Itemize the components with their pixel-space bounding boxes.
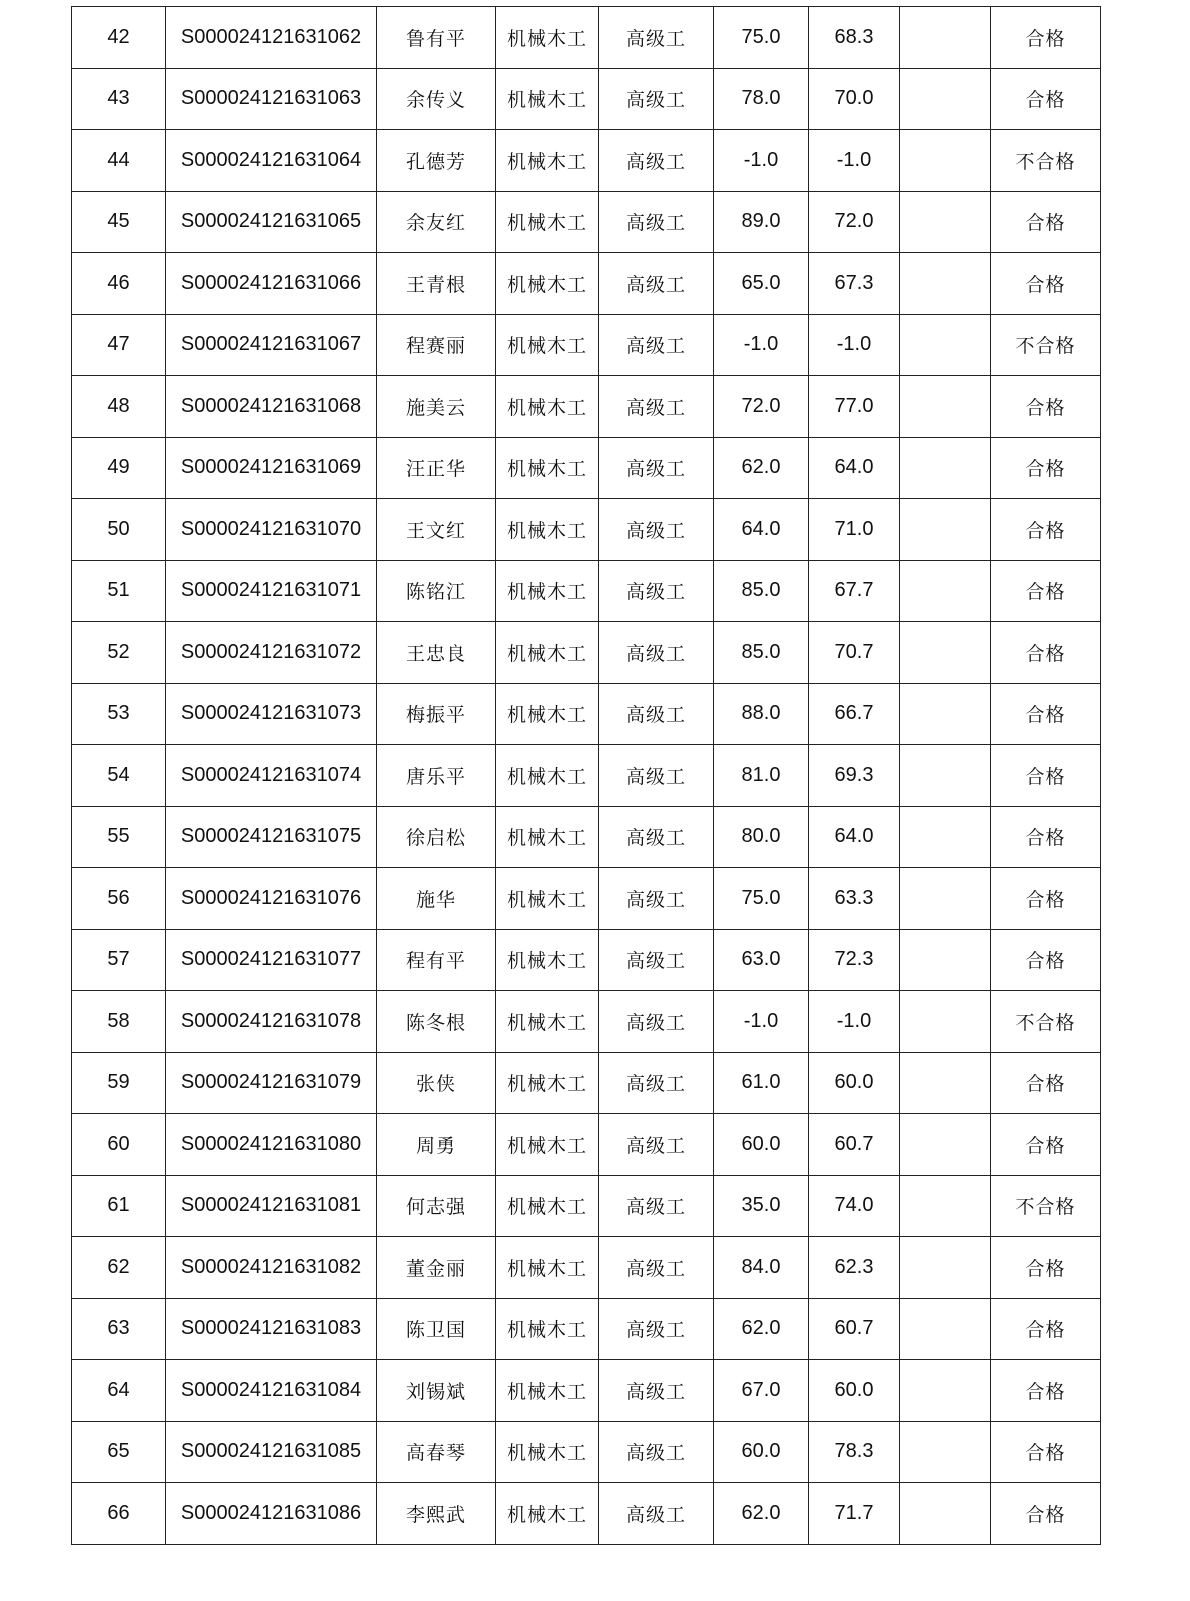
cert-number-cell: S000024121631078 xyxy=(166,991,377,1053)
remark-cell xyxy=(900,745,991,807)
result-cell: 不合格 xyxy=(991,130,1101,192)
level-cell: 高级工 xyxy=(599,7,714,69)
level-cell: 高级工 xyxy=(599,191,714,253)
level-cell: 高级工 xyxy=(599,1298,714,1360)
skill-score-cell: 71.0 xyxy=(809,499,900,561)
theory-score-cell: -1.0 xyxy=(714,130,809,192)
name-cell: 施华 xyxy=(377,868,496,930)
level-cell: 高级工 xyxy=(599,622,714,684)
theory-score-cell: 85.0 xyxy=(714,560,809,622)
level-cell: 高级工 xyxy=(599,376,714,438)
seq-cell: 65 xyxy=(72,1421,166,1483)
cert-number-cell: S000024121631068 xyxy=(166,376,377,438)
skill-score-cell: 66.7 xyxy=(809,683,900,745)
skill-score-cell: -1.0 xyxy=(809,130,900,192)
trade-cell: 机械木工 xyxy=(496,1298,599,1360)
level-cell: 高级工 xyxy=(599,560,714,622)
name-cell: 陈铭江 xyxy=(377,560,496,622)
level-cell: 高级工 xyxy=(599,1360,714,1422)
seq-cell: 52 xyxy=(72,622,166,684)
trade-cell: 机械木工 xyxy=(496,868,599,930)
remark-cell xyxy=(900,1237,991,1299)
remark-cell xyxy=(900,1175,991,1237)
seq-cell: 47 xyxy=(72,314,166,376)
table-row xyxy=(72,68,1101,130)
name-cell: 张侠 xyxy=(377,1052,496,1114)
cert-number-cell: S000024121631063 xyxy=(166,68,377,130)
seq-cell: 64 xyxy=(72,1360,166,1422)
table-row xyxy=(72,1298,1101,1360)
result-cell: 合格 xyxy=(991,806,1101,868)
theory-score-cell: 63.0 xyxy=(714,929,809,991)
trade-cell: 机械木工 xyxy=(496,1114,599,1176)
name-cell: 董金丽 xyxy=(377,1237,496,1299)
theory-score-cell: 35.0 xyxy=(714,1175,809,1237)
seq-cell: 42 xyxy=(72,7,166,69)
name-cell: 陈卫国 xyxy=(377,1298,496,1360)
skill-score-cell: 67.7 xyxy=(809,560,900,622)
level-cell: 高级工 xyxy=(599,1175,714,1237)
skill-score-cell: 64.0 xyxy=(809,437,900,499)
cert-number-cell: S000024121631066 xyxy=(166,253,377,315)
trade-cell: 机械木工 xyxy=(496,683,599,745)
result-cell: 合格 xyxy=(991,1483,1101,1545)
skill-score-cell: 69.3 xyxy=(809,745,900,807)
skill-score-cell: 72.0 xyxy=(809,191,900,253)
skill-score-cell: 77.0 xyxy=(809,376,900,438)
cert-number-cell: S000024121631077 xyxy=(166,929,377,991)
name-cell: 程赛丽 xyxy=(377,314,496,376)
seq-cell: 56 xyxy=(72,868,166,930)
cert-number-cell: S000024121631074 xyxy=(166,745,377,807)
results-table xyxy=(71,6,1101,1545)
skill-score-cell: 70.0 xyxy=(809,68,900,130)
theory-score-cell: 81.0 xyxy=(714,745,809,807)
remark-cell xyxy=(900,1360,991,1422)
theory-score-cell: 65.0 xyxy=(714,253,809,315)
trade-cell: 机械木工 xyxy=(496,1052,599,1114)
level-cell: 高级工 xyxy=(599,929,714,991)
seq-cell: 44 xyxy=(72,130,166,192)
level-cell: 高级工 xyxy=(599,683,714,745)
name-cell: 施美云 xyxy=(377,376,496,438)
trade-cell: 机械木工 xyxy=(496,929,599,991)
trade-cell: 机械木工 xyxy=(496,1483,599,1545)
theory-score-cell: 72.0 xyxy=(714,376,809,438)
remark-cell xyxy=(900,1298,991,1360)
level-cell: 高级工 xyxy=(599,1483,714,1545)
remark-cell xyxy=(900,191,991,253)
theory-score-cell: 84.0 xyxy=(714,1237,809,1299)
results-table-body xyxy=(72,7,1101,1545)
name-cell: 鲁有平 xyxy=(377,7,496,69)
table-row xyxy=(72,437,1101,499)
seq-cell: 43 xyxy=(72,68,166,130)
table-row xyxy=(72,1421,1101,1483)
trade-cell: 机械木工 xyxy=(496,7,599,69)
skill-score-cell: 74.0 xyxy=(809,1175,900,1237)
table-row xyxy=(72,1483,1101,1545)
cert-number-cell: S000024121631086 xyxy=(166,1483,377,1545)
seq-cell: 55 xyxy=(72,806,166,868)
trade-cell: 机械木工 xyxy=(496,437,599,499)
theory-score-cell: 62.0 xyxy=(714,1298,809,1360)
name-cell: 汪正华 xyxy=(377,437,496,499)
result-cell: 合格 xyxy=(991,1237,1101,1299)
skill-score-cell: 78.3 xyxy=(809,1421,900,1483)
table-row xyxy=(72,991,1101,1053)
seq-cell: 66 xyxy=(72,1483,166,1545)
level-cell: 高级工 xyxy=(599,499,714,561)
seq-cell: 50 xyxy=(72,499,166,561)
skill-score-cell: 60.7 xyxy=(809,1114,900,1176)
name-cell: 王文红 xyxy=(377,499,496,561)
trade-cell: 机械木工 xyxy=(496,253,599,315)
result-cell: 合格 xyxy=(991,1052,1101,1114)
table-row xyxy=(72,868,1101,930)
cert-number-cell: S000024121631067 xyxy=(166,314,377,376)
trade-cell: 机械木工 xyxy=(496,1175,599,1237)
level-cell: 高级工 xyxy=(599,745,714,807)
theory-score-cell: 89.0 xyxy=(714,191,809,253)
level-cell: 高级工 xyxy=(599,1421,714,1483)
name-cell: 程有平 xyxy=(377,929,496,991)
name-cell: 李熙武 xyxy=(377,1483,496,1545)
table-row xyxy=(72,7,1101,69)
theory-score-cell: -1.0 xyxy=(714,991,809,1053)
seq-cell: 49 xyxy=(72,437,166,499)
table-row xyxy=(72,683,1101,745)
theory-score-cell: 78.0 xyxy=(714,68,809,130)
skill-score-cell: 60.0 xyxy=(809,1360,900,1422)
cert-number-cell: S000024121631076 xyxy=(166,868,377,930)
remark-cell xyxy=(900,1421,991,1483)
remark-cell xyxy=(900,929,991,991)
table-row xyxy=(72,130,1101,192)
remark-cell xyxy=(900,560,991,622)
trade-cell: 机械木工 xyxy=(496,1360,599,1422)
trade-cell: 机械木工 xyxy=(496,499,599,561)
seq-cell: 63 xyxy=(72,1298,166,1360)
cert-number-cell: S000024121631065 xyxy=(166,191,377,253)
remark-cell xyxy=(900,1052,991,1114)
result-cell: 合格 xyxy=(991,437,1101,499)
name-cell: 何志强 xyxy=(377,1175,496,1237)
name-cell: 唐乐平 xyxy=(377,745,496,807)
result-cell: 合格 xyxy=(991,191,1101,253)
table-row xyxy=(72,745,1101,807)
skill-score-cell: 63.3 xyxy=(809,868,900,930)
skill-score-cell: 72.3 xyxy=(809,929,900,991)
result-cell: 合格 xyxy=(991,560,1101,622)
seq-cell: 60 xyxy=(72,1114,166,1176)
remark-cell xyxy=(900,991,991,1053)
theory-score-cell: 75.0 xyxy=(714,7,809,69)
skill-score-cell: -1.0 xyxy=(809,314,900,376)
remark-cell xyxy=(900,868,991,930)
theory-score-cell: -1.0 xyxy=(714,314,809,376)
table-row xyxy=(72,1052,1101,1114)
seq-cell: 54 xyxy=(72,745,166,807)
seq-cell: 58 xyxy=(72,991,166,1053)
theory-score-cell: 67.0 xyxy=(714,1360,809,1422)
trade-cell: 机械木工 xyxy=(496,622,599,684)
theory-score-cell: 62.0 xyxy=(714,437,809,499)
table-row xyxy=(72,191,1101,253)
level-cell: 高级工 xyxy=(599,1052,714,1114)
remark-cell xyxy=(900,130,991,192)
level-cell: 高级工 xyxy=(599,314,714,376)
name-cell: 高春琴 xyxy=(377,1421,496,1483)
table-row xyxy=(72,314,1101,376)
remark-cell xyxy=(900,437,991,499)
cert-number-cell: S000024121631085 xyxy=(166,1421,377,1483)
skill-score-cell: 68.3 xyxy=(809,7,900,69)
seq-cell: 57 xyxy=(72,929,166,991)
cert-number-cell: S000024121631069 xyxy=(166,437,377,499)
level-cell: 高级工 xyxy=(599,806,714,868)
remark-cell xyxy=(900,68,991,130)
seq-cell: 59 xyxy=(72,1052,166,1114)
cert-number-cell: S000024121631072 xyxy=(166,622,377,684)
cert-number-cell: S000024121631071 xyxy=(166,560,377,622)
cert-number-cell: S000024121631080 xyxy=(166,1114,377,1176)
remark-cell xyxy=(900,376,991,438)
level-cell: 高级工 xyxy=(599,1237,714,1299)
remark-cell xyxy=(900,683,991,745)
remark-cell xyxy=(900,1483,991,1545)
name-cell: 孔德芳 xyxy=(377,130,496,192)
table-row xyxy=(72,1175,1101,1237)
level-cell: 高级工 xyxy=(599,68,714,130)
seq-cell: 45 xyxy=(72,191,166,253)
result-cell: 合格 xyxy=(991,376,1101,438)
name-cell: 梅振平 xyxy=(377,683,496,745)
name-cell: 王青根 xyxy=(377,253,496,315)
cert-number-cell: S000024121631075 xyxy=(166,806,377,868)
trade-cell: 机械木工 xyxy=(496,130,599,192)
level-cell: 高级工 xyxy=(599,991,714,1053)
result-cell: 合格 xyxy=(991,499,1101,561)
result-cell: 不合格 xyxy=(991,991,1101,1053)
skill-score-cell: -1.0 xyxy=(809,991,900,1053)
result-cell: 不合格 xyxy=(991,314,1101,376)
theory-score-cell: 88.0 xyxy=(714,683,809,745)
theory-score-cell: 61.0 xyxy=(714,1052,809,1114)
table-row xyxy=(72,1360,1101,1422)
cert-number-cell: S000024121631064 xyxy=(166,130,377,192)
result-cell: 合格 xyxy=(991,1421,1101,1483)
skill-score-cell: 71.7 xyxy=(809,1483,900,1545)
remark-cell xyxy=(900,1114,991,1176)
name-cell: 陈冬根 xyxy=(377,991,496,1053)
table-row xyxy=(72,806,1101,868)
result-cell: 合格 xyxy=(991,68,1101,130)
theory-score-cell: 85.0 xyxy=(714,622,809,684)
table-row xyxy=(72,929,1101,991)
result-cell: 合格 xyxy=(991,7,1101,69)
trade-cell: 机械木工 xyxy=(496,1237,599,1299)
trade-cell: 机械木工 xyxy=(496,314,599,376)
remark-cell xyxy=(900,806,991,868)
table-row xyxy=(72,1237,1101,1299)
remark-cell xyxy=(900,622,991,684)
cert-number-cell: S000024121631079 xyxy=(166,1052,377,1114)
skill-score-cell: 60.7 xyxy=(809,1298,900,1360)
trade-cell: 机械木工 xyxy=(496,68,599,130)
cert-number-cell: S000024121631083 xyxy=(166,1298,377,1360)
theory-score-cell: 60.0 xyxy=(714,1114,809,1176)
table-row xyxy=(72,1114,1101,1176)
seq-cell: 53 xyxy=(72,683,166,745)
result-cell: 不合格 xyxy=(991,1175,1101,1237)
theory-score-cell: 64.0 xyxy=(714,499,809,561)
name-cell: 余传义 xyxy=(377,68,496,130)
theory-score-cell: 60.0 xyxy=(714,1421,809,1483)
trade-cell: 机械木工 xyxy=(496,376,599,438)
name-cell: 余友红 xyxy=(377,191,496,253)
table-row xyxy=(72,499,1101,561)
theory-score-cell: 80.0 xyxy=(714,806,809,868)
result-cell: 合格 xyxy=(991,745,1101,807)
seq-cell: 48 xyxy=(72,376,166,438)
results-sheet xyxy=(71,6,1100,1545)
table-row xyxy=(72,622,1101,684)
table-row xyxy=(72,560,1101,622)
cert-number-cell: S000024121631084 xyxy=(166,1360,377,1422)
cert-number-cell: S000024121631070 xyxy=(166,499,377,561)
remark-cell xyxy=(900,314,991,376)
seq-cell: 46 xyxy=(72,253,166,315)
cert-number-cell: S000024121631062 xyxy=(166,7,377,69)
skill-score-cell: 62.3 xyxy=(809,1237,900,1299)
level-cell: 高级工 xyxy=(599,437,714,499)
trade-cell: 机械木工 xyxy=(496,991,599,1053)
remark-cell xyxy=(900,499,991,561)
name-cell: 徐启松 xyxy=(377,806,496,868)
seq-cell: 61 xyxy=(72,1175,166,1237)
result-cell: 合格 xyxy=(991,1114,1101,1176)
level-cell: 高级工 xyxy=(599,868,714,930)
cert-number-cell: S000024121631082 xyxy=(166,1237,377,1299)
result-cell: 合格 xyxy=(991,253,1101,315)
result-cell: 合格 xyxy=(991,1298,1101,1360)
seq-cell: 62 xyxy=(72,1237,166,1299)
remark-cell xyxy=(900,7,991,69)
result-cell: 合格 xyxy=(991,929,1101,991)
theory-score-cell: 75.0 xyxy=(714,868,809,930)
name-cell: 王忠良 xyxy=(377,622,496,684)
skill-score-cell: 67.3 xyxy=(809,253,900,315)
trade-cell: 机械木工 xyxy=(496,560,599,622)
skill-score-cell: 64.0 xyxy=(809,806,900,868)
cert-number-cell: S000024121631073 xyxy=(166,683,377,745)
remark-cell xyxy=(900,253,991,315)
seq-cell: 51 xyxy=(72,560,166,622)
trade-cell: 机械木工 xyxy=(496,191,599,253)
name-cell: 刘锡斌 xyxy=(377,1360,496,1422)
name-cell: 周勇 xyxy=(377,1114,496,1176)
result-cell: 合格 xyxy=(991,1360,1101,1422)
trade-cell: 机械木工 xyxy=(496,1421,599,1483)
trade-cell: 机械木工 xyxy=(496,806,599,868)
level-cell: 高级工 xyxy=(599,253,714,315)
skill-score-cell: 70.7 xyxy=(809,622,900,684)
result-cell: 合格 xyxy=(991,622,1101,684)
result-cell: 合格 xyxy=(991,683,1101,745)
table-row xyxy=(72,376,1101,438)
trade-cell: 机械木工 xyxy=(496,745,599,807)
level-cell: 高级工 xyxy=(599,1114,714,1176)
table-row xyxy=(72,253,1101,315)
result-cell: 合格 xyxy=(991,868,1101,930)
skill-score-cell: 60.0 xyxy=(809,1052,900,1114)
cert-number-cell: S000024121631081 xyxy=(166,1175,377,1237)
theory-score-cell: 62.0 xyxy=(714,1483,809,1545)
level-cell: 高级工 xyxy=(599,130,714,192)
